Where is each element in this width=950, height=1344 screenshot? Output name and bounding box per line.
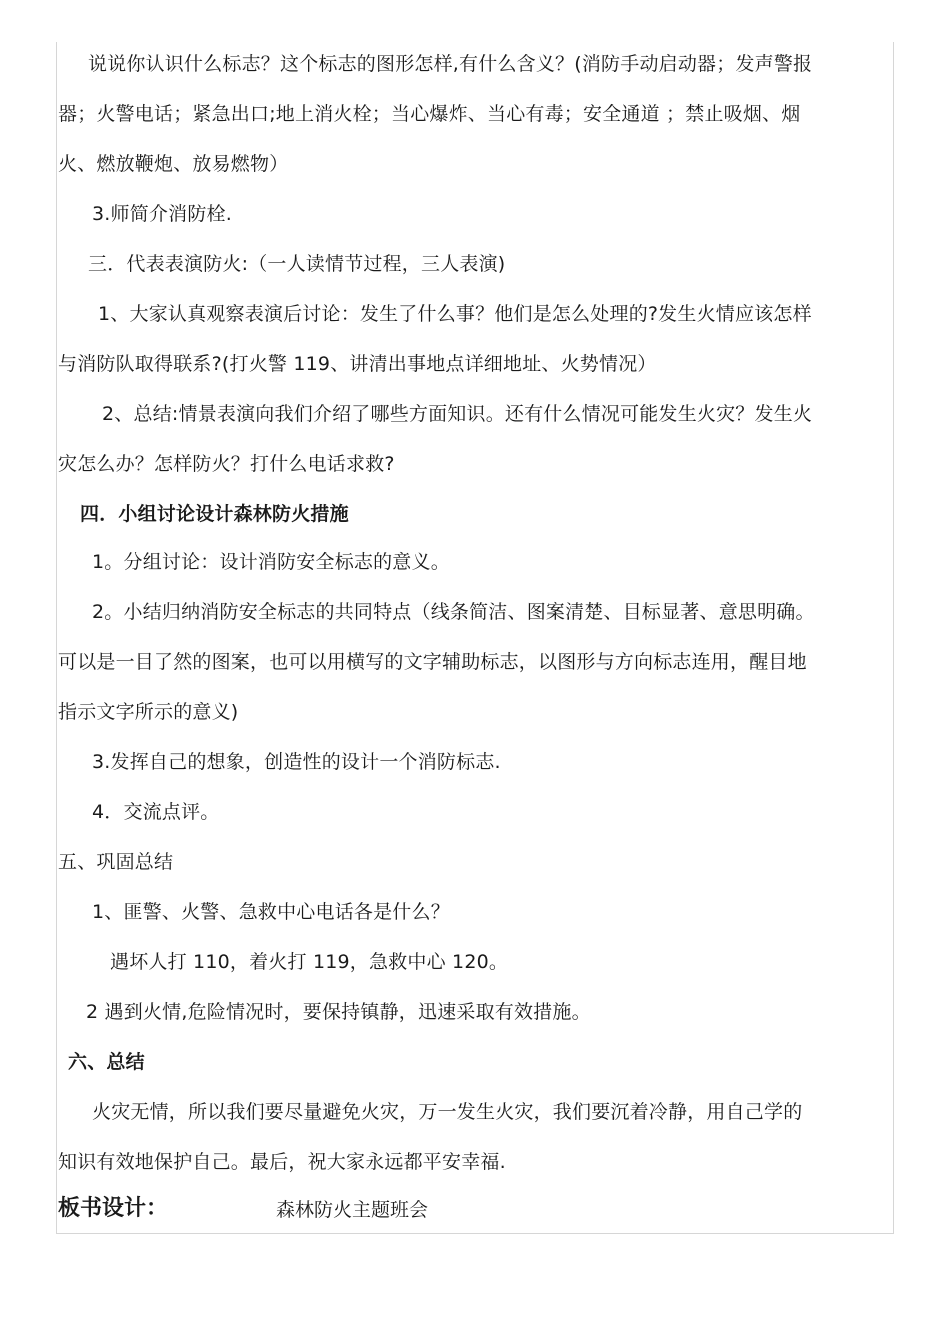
section-heading-4: 四．小组讨论设计森林防火措施 (80, 503, 349, 525)
paragraph-line: 火灾无情，所以我们要尽量避免火灾，万一发生火灾，我们要沉着冷静，用自己学的 (92, 1101, 803, 1123)
paragraph-line: 1、匪警、火警、急救中心电话各是什么？ (92, 901, 450, 923)
paragraph-line: 1。分组讨论：设计消防安全标志的意义。 (92, 551, 450, 573)
paragraph-line: 知识有效地保护自己。最后，祝大家永远都平安幸福. (58, 1151, 506, 1173)
paragraph-line: 4．交流点评。 (92, 801, 220, 823)
paragraph-line: 3.发挥自己的想象，创造性的设计一个消防标志. (92, 751, 501, 773)
paragraph-line: 1、大家认真观察表演后讨论：发生了什么事？他们是怎么处理的?发生火情应该怎样 (98, 303, 812, 325)
paragraph-line: 3.师简介消防栓. (92, 203, 232, 225)
paragraph-line: 与消防队取得联系?(打火警 119、讲清出事地点详细地址、火势情况） (58, 353, 657, 375)
paragraph-line: 器；火警电话；紧急出口;地上消火栓；当心爆炸、当心有毒；安全通道 ；禁止吸烟、烟 (58, 103, 801, 125)
paragraph-line: 遇坏人打 110，着火打 119，急救中心 120。 (110, 951, 509, 973)
section-heading-6: 六、总结 (68, 1051, 145, 1073)
paragraph-line: 2、总结:情景表演向我们介绍了哪些方面知识。还有什么情况可能发生火灾？发生火 (102, 403, 813, 425)
board-design-label: 板书设计： (58, 1195, 169, 1221)
paragraph-line: 灾怎么办？怎样防火？打什么电话求救? (58, 453, 395, 475)
paragraph-line: 指示文字所示的意义) (58, 701, 239, 723)
section-heading-3: 三．代表表演防火:（一人读情节过程，三人表演) (88, 253, 506, 275)
paragraph-line: 说说你认识什么标志？这个标志的图形怎样,有什么含义？(消防手动启动器；发声警报 (88, 53, 813, 75)
section-heading-5: 五、巩固总结 (58, 851, 174, 873)
paragraph-line: 2 遇到火情,危险情况时，要保持镇静，迅速采取有效措施。 (86, 1001, 591, 1023)
paragraph-line: 火、燃放鞭炮、放易燃物） (58, 153, 289, 175)
paragraph-line: 2。小结归纳消防安全标志的共同特点（线条简洁、图案清楚、目标显著、意思明确。 (92, 601, 815, 623)
board-design-subject: 森林防火主题班会 (276, 1199, 429, 1221)
paragraph-line: 可以是一目了然的图案，也可以用横写的文字辅助标志，以图形与方向标志连用，醒目地 (58, 651, 807, 673)
